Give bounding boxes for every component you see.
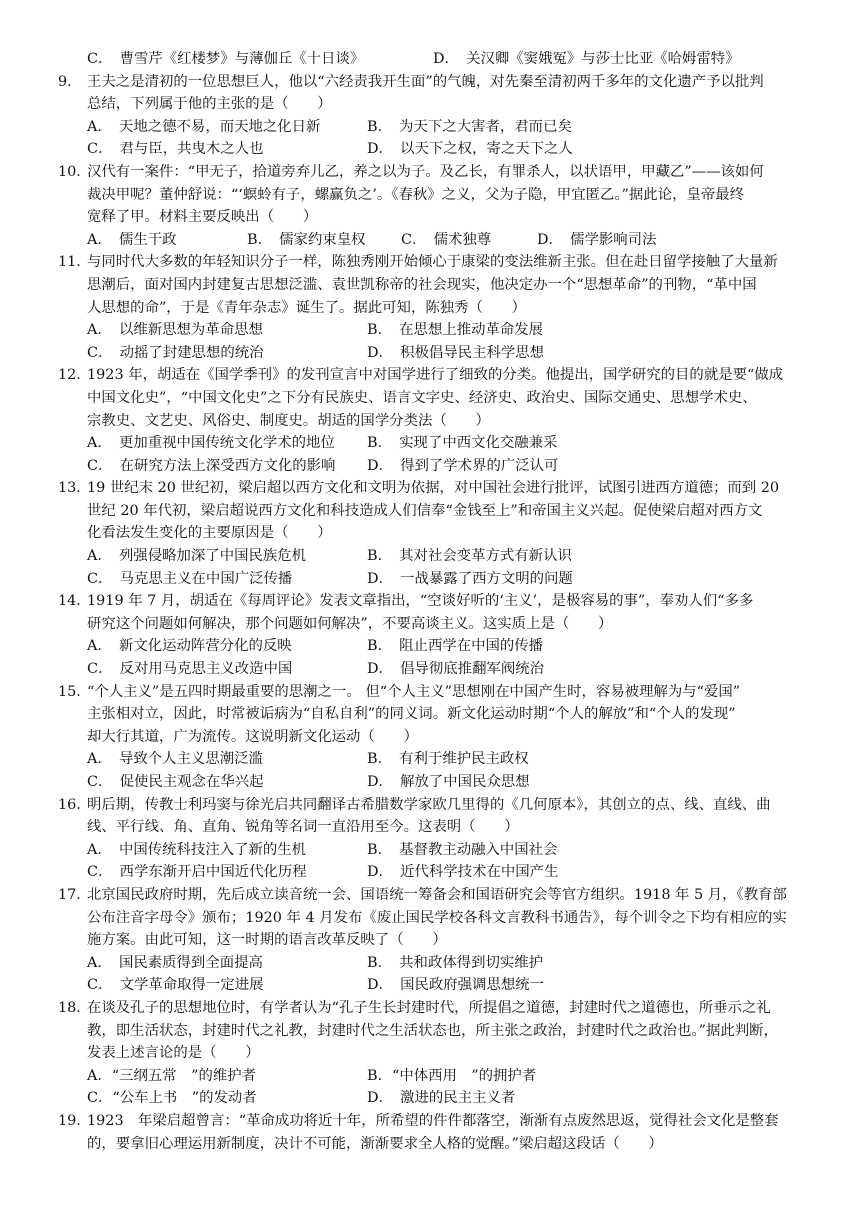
option-c: C． 君与臣，共曳木之人也 [87,141,264,158]
option-d: D． 激进的民主主义者 [367,1090,516,1107]
question-14 [58,590,810,680]
options [58,319,810,364]
question-number: 16． [58,796,91,813]
option-b: B． 有利于维护民主政权 [367,751,529,768]
question-text: 人思想的命”，于是《青年杂志》诞生了。据此可知，陈独秀（ ） [87,299,527,316]
question-12 [58,364,810,477]
option-a: A． 更加重视中国传统文化学术的地位 [87,435,335,452]
option-c: C． 在研究方法上深受西方文化的影响 [87,457,336,474]
q8-option-d: D． 关汉卿《窦娥冤》与莎士比亚《哈姆雷特》 [433,51,740,67]
option-d: D． 以天下之权，寄之天下之人 [367,141,573,158]
option-a: A． 儒生干政 [87,231,177,248]
option-b: B．“中体西用 ”的拥护者 [367,1067,537,1084]
question-text: 总结，下列属于他的主张的是（ ） [87,96,332,113]
question-number: 19． [58,1112,91,1129]
option-d: D． 近代科学技术在中国产生 [367,864,559,881]
option-a: A． 导致个人主义思潮泛滥 [87,751,263,768]
option-c: C． 动摇了封建思想的统治 [87,344,264,361]
q8-option-c: C． 曹雪芹《红楼梦》与薄伽丘《十日谈》 [87,51,365,67]
option-d: D． 得到了学术界的广泛认可 [367,457,559,474]
option-b: B． 基督教主动融入中国社会 [367,841,558,858]
option-c: C． 西学东渐开启中国近代化历程 [87,864,307,881]
option-b: B． 为天下之大害者，君而已矣 [367,118,572,135]
option-c: C．“公车上书 ”的发动者 [87,1090,257,1107]
options [58,839,810,884]
option-b: B． 在思想上推动革命发展 [367,322,544,339]
question-number: 15． [58,683,91,700]
question-19 [58,1110,810,1155]
question-text: 裁决甲呢？董仲舒说：“‘螟蛉有子，螺赢负之’。《春秋》之义，父为子隐，甲宜匿乙。”据此论，皇帝最终 [87,186,745,203]
option-a: A． 中国传统科技注入了新的生机 [87,841,307,858]
question-9 [58,71,810,161]
question-number: 11． [58,254,91,271]
question-text: 北京国民政府时期，先后成立读音统一会、国语统一筹备会和国语研究会等官方组织。1918 年 5 月，《教育部 [87,886,787,903]
options [58,952,810,997]
question-15 [58,681,810,794]
question-10 [58,161,810,251]
option-a: A． 天地之德不易，而天地之化日新 [87,118,321,135]
options [58,116,810,161]
question-18 [58,997,810,1110]
option-a: A． 国民素质得到全面提高 [87,954,263,971]
option-c: C． 马克思主义在中国广泛传播 [87,570,293,587]
exam-page [58,48,810,1155]
option-d: D． 一战暴露了西方文明的问题 [367,570,573,587]
question-text: 1923 年，胡适在《国学季刊》的发刊宣言中对国学进行了细致的分类。他提出，国学研究的目的就是要“做成 [87,367,784,384]
question-text: 明后期，传教士利玛窦与徐光启共同翻译古希腊数学家欧几里得的《几何原本》，其创立的点、线、直线、曲 [87,796,771,813]
question-17 [58,884,810,997]
option-b: B． 儒家约束皇权 [247,231,366,248]
question-text: 汉代有一案件：“甲无子，拾道旁弃儿乙，养之以为子。及乙长，有罪杀人，以状语甲，甲藏乙”——该如何 [87,163,764,180]
options [58,1065,810,1110]
question-number: 17． [58,886,91,903]
options [58,635,810,680]
options [58,432,810,477]
option-a: A． 新文化运动阵营分化的反映 [87,638,292,655]
option-b: B． 共和政体得到切实维护 [367,954,544,971]
question-text: 宗教史、文艺史、风俗史、制度史。胡适的国学分类法（ ） [87,412,490,429]
question-number: 14． [58,593,91,610]
option-d: D． 解放了中国民众思想 [367,774,530,790]
question-text: 教，即生活状态，封建时代之礼教，封建时代之生活状态也，所主张之政治，封建时代之政治也。”据此判断， [87,1022,778,1039]
question-text: 王夫之是清初的一位思想巨人，他以“六经责我开生面”的气魄，对先秦至清初两千多年的文化遗产予以批判 [87,73,764,90]
question-text: 中国文化史”，“中国文化史”之下分有民族史、语言文字史、经济史、政治史、国际交通史、思想学术史、 [87,389,757,406]
options [58,545,810,590]
question-text: 宽释了甲。材料主要反映出（ ） [87,209,318,226]
question-text: 1919 年 7 月，胡适在《每周评论》发表文章指出，“空谈好听的‘主义’，是极容易的事”，奉劝人们“多多 [87,593,754,610]
question-text: 施方案。由此可知，这一时期的语言改革反映了（ ） [87,932,447,949]
option-c: C． 儒术独尊 [401,231,492,248]
question-text: 公布注音字母令》颁布；1920 年 4 月发布《废止国民学校各科文言教科书通告》，每个训令之下均有相应的实 [87,909,787,926]
question-number: 18． [58,999,91,1016]
option-d: D． 国民政府强调思想统一 [367,977,545,994]
option-d: D． 倡导彻底推翻军阀统治 [367,661,545,678]
question-text: 在谈及孔子的思想地位时，有学者认为“孔子生长封建时代，所提倡之道德，封建时代之道德也，所垂示之礼 [87,999,771,1016]
option-b: B． 实现了中西文化交融兼采 [367,435,558,452]
question-text: 世纪 20 年代初，梁启超说西方文化和科技造成人们信奉“金钱至上”和帝国主义兴起。促使梁启超对西方文 [87,502,763,519]
question-16 [58,794,810,884]
option-c: C． 反对用马克思主义改造中国 [87,661,293,678]
question-number: 9． [58,73,82,90]
question-number: 10． [58,163,91,180]
option-a: A． 列强侵略加深了中国民族危机 [87,548,307,565]
option-a: A． 以维新思想为革命思想 [87,322,263,339]
option-b: B． 阻止西学在中国的传播 [367,638,544,655]
question-text: 思潮后，面对国内封建复古思想泛滥、袁世凯称帝的社会现实，他决定办一个“思想革命”的刊物，“革中国 [87,276,757,293]
question-text: 19 世纪末 20 世纪初，梁启超以西方文化和文明为依据，对中国社会进行批评，试图引进西方道德；而到 20 [87,480,780,497]
question-8-options-tail [58,48,810,71]
option-c: C． 促使民主观念在华兴起 [87,774,264,790]
option-d: D． 儒学影响司法 [537,231,657,248]
options [58,748,810,793]
question-11 [58,251,810,364]
question-number: 12． [58,367,91,384]
question-text: “个人主义”是五四时期最重要的思潮之一。 但“个人主义”思想刚在中国产生时，容易被理解为与“爱国” [87,683,741,700]
option-a: A．“三纲五常 ”的维护者 [87,1067,257,1084]
question-number: 13． [58,480,91,497]
question-text: 与同时代大多数的年轻知识分子一样，陈独秀刚开始倾心于康梁的变法维新主张。但在赴日留学接触了大量新 [87,254,778,271]
question-text: 线、平行线、角、直角、锐角等名词一直沿用至今。这表明（ ） [87,819,519,836]
question-text: 发表上述言论的是（ ） [87,1045,260,1062]
question-text: 的，要拿旧心理运用新制度，决计不可能，渐渐要求全人格的觉醒。”梁启超这段话（ ） [87,1135,663,1152]
question-text: 主张相对立，因此，时常被诟病为“自私自利”的同义词。新文化运动时期“个人的解放”和“个人的发现” [87,706,736,723]
options [58,229,810,252]
question-text: 却大行其道，广为流传。这说明新文化运动（ ） [87,728,418,745]
option-b: B． 其对社会变革方式有新认识 [367,548,572,565]
question-text: 化看法发生变化的主要原因是（ ） [87,525,332,542]
option-d: D． 积极倡导民主科学思想 [367,344,545,361]
question-13 [58,477,810,590]
question-text: 1923 年梁启超曾言：“革命成功将近十年，所希望的件件都落空，渐渐有点废然思返，觉得社会文化是整套 [87,1112,779,1129]
question-text: 研究这个问题如何解决，那个问题如何解决”，不要高谈主义。这实质上是（ ） [87,615,613,632]
option-c: C． 文学革命取得一定进展 [87,977,264,994]
